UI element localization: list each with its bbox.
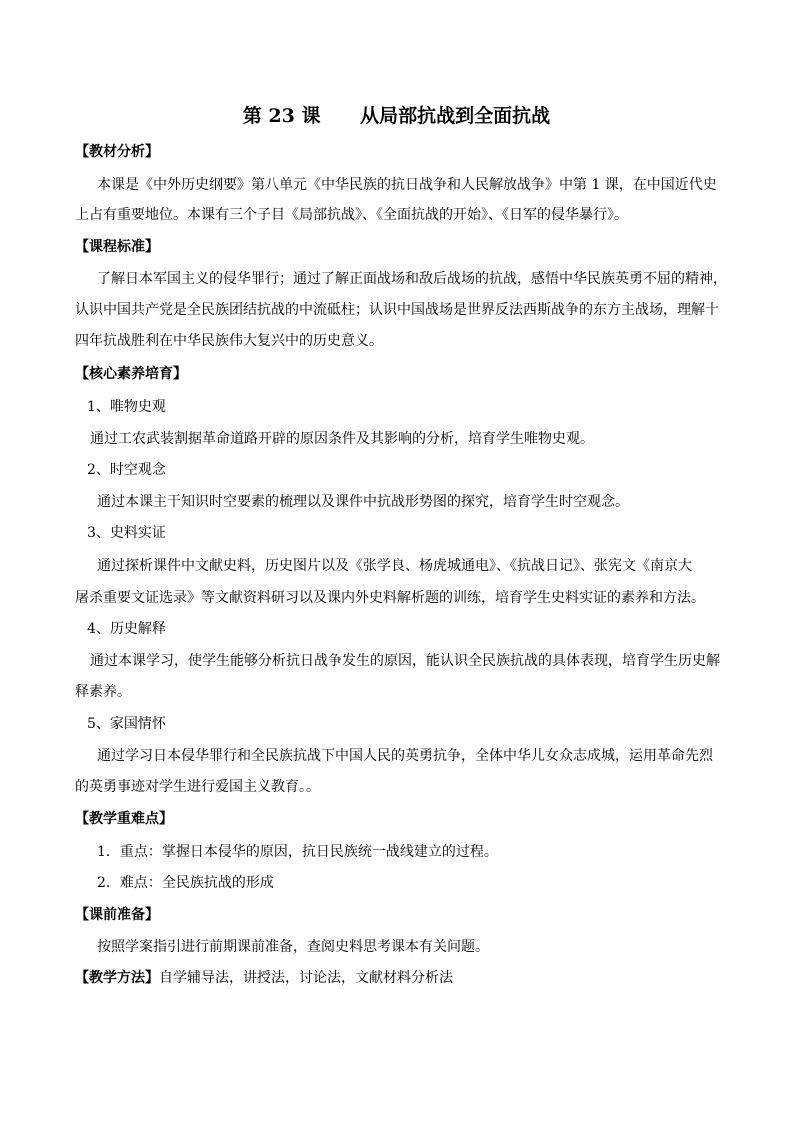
literacy-item-text: 屠杀重要文证选录》等文献资料研习以及课内外史料解析题的训练，培育学生史料实证的素养和方法。 [75, 590, 705, 606]
literacy-item-label: 3、史料实证 [87, 525, 166, 541]
section-heading-literacy: 【核心素养培育】 [75, 366, 187, 382]
literacy-item-label: 5、家国情怀 [87, 716, 166, 732]
section-heading-preparation: 【课前准备】 [75, 907, 159, 923]
literacy-item-text: 通过工农武装割据革命道路开辟的原因条件及其影响的分析，培育学生唯物史观。 [90, 431, 594, 447]
section-heading-method: 【教学方法】 [75, 970, 159, 986]
section-heading-analysis: 【教材分析】 [75, 144, 159, 160]
standard-paragraph-line: 了解日本军国主义的侵华罪行；通过了解正面战场和敌后战场的抗战，感悟中华民族英勇不屈的精神， [97, 271, 727, 287]
method-text: 自学辅导法，讲授法，讨论法，文献材料分析法 [159, 970, 453, 986]
preparation-paragraph: 按照学案指引进行前期课前准备，查阅史料思考课本有关问题。 [97, 939, 489, 955]
literacy-item-text: 释素养。 [75, 684, 131, 700]
section-heading-standard: 【课程标准】 [75, 239, 159, 255]
analysis-paragraph-line: 本课是《中外历史纲要》第八单元《中华民族的抗日战争和人民解放战争》中第 1 课，在中国近代史 [97, 177, 717, 193]
literacy-item-text: 通过本课学习，使学生能够分析抗日战争发生的原因，能认识全民族抗战的具体表现，培育学生历史解 [90, 653, 720, 669]
keypoint-item: 1．重点：掌握日本侵华的原因，抗日民族统一战线建立的过程。 [97, 844, 498, 860]
literacy-item-text: 的英勇事迹对学生进行爱国主义教育。。 [75, 779, 320, 795]
literacy-item-text: 通过学习日本侵华罪行和全民族抗战下中国人民的英勇抗争，全体中华儿女众志成城，运用革命先烈 [97, 748, 713, 764]
literacy-item-label: 2、时空观念 [87, 462, 166, 478]
standard-paragraph-line: 四年抗战胜利在中华民族伟大复兴中的历史意义。 [75, 333, 383, 349]
literacy-item-text: 通过本课主干知识时空要素的梳理以及课件中抗战形势图的探究，培育学生时空观念。 [97, 494, 629, 510]
section-heading-keypoints: 【教学重难点】 [75, 811, 173, 827]
keypoint-item: 2．难点：全民族抗战的形成 [97, 875, 274, 891]
standard-paragraph-line: 认识中国共产党是全民族团结抗战的中流砥柱；认识中国战场是世界反法西斯战争的东方主战场，理解十 [75, 302, 719, 318]
method-row [75, 968, 453, 988]
literacy-item-label: 1、唯物史观 [87, 399, 166, 415]
literacy-item-label: 4、历史解释 [87, 621, 166, 637]
literacy-item-text: 通过探析课件中文献史料，历史图片以及《张学良、杨虎城通电》、《抗战日记》、张宪文《南京大 [97, 558, 692, 574]
lesson-title: 第 23 课 从局部抗战到全面抗战 [242, 105, 551, 127]
analysis-paragraph-line: 上占有重要地位。本课有三个子目《局部抗战》、《全面抗战的开始》、《日军的侵华暴行》。 [75, 207, 628, 223]
